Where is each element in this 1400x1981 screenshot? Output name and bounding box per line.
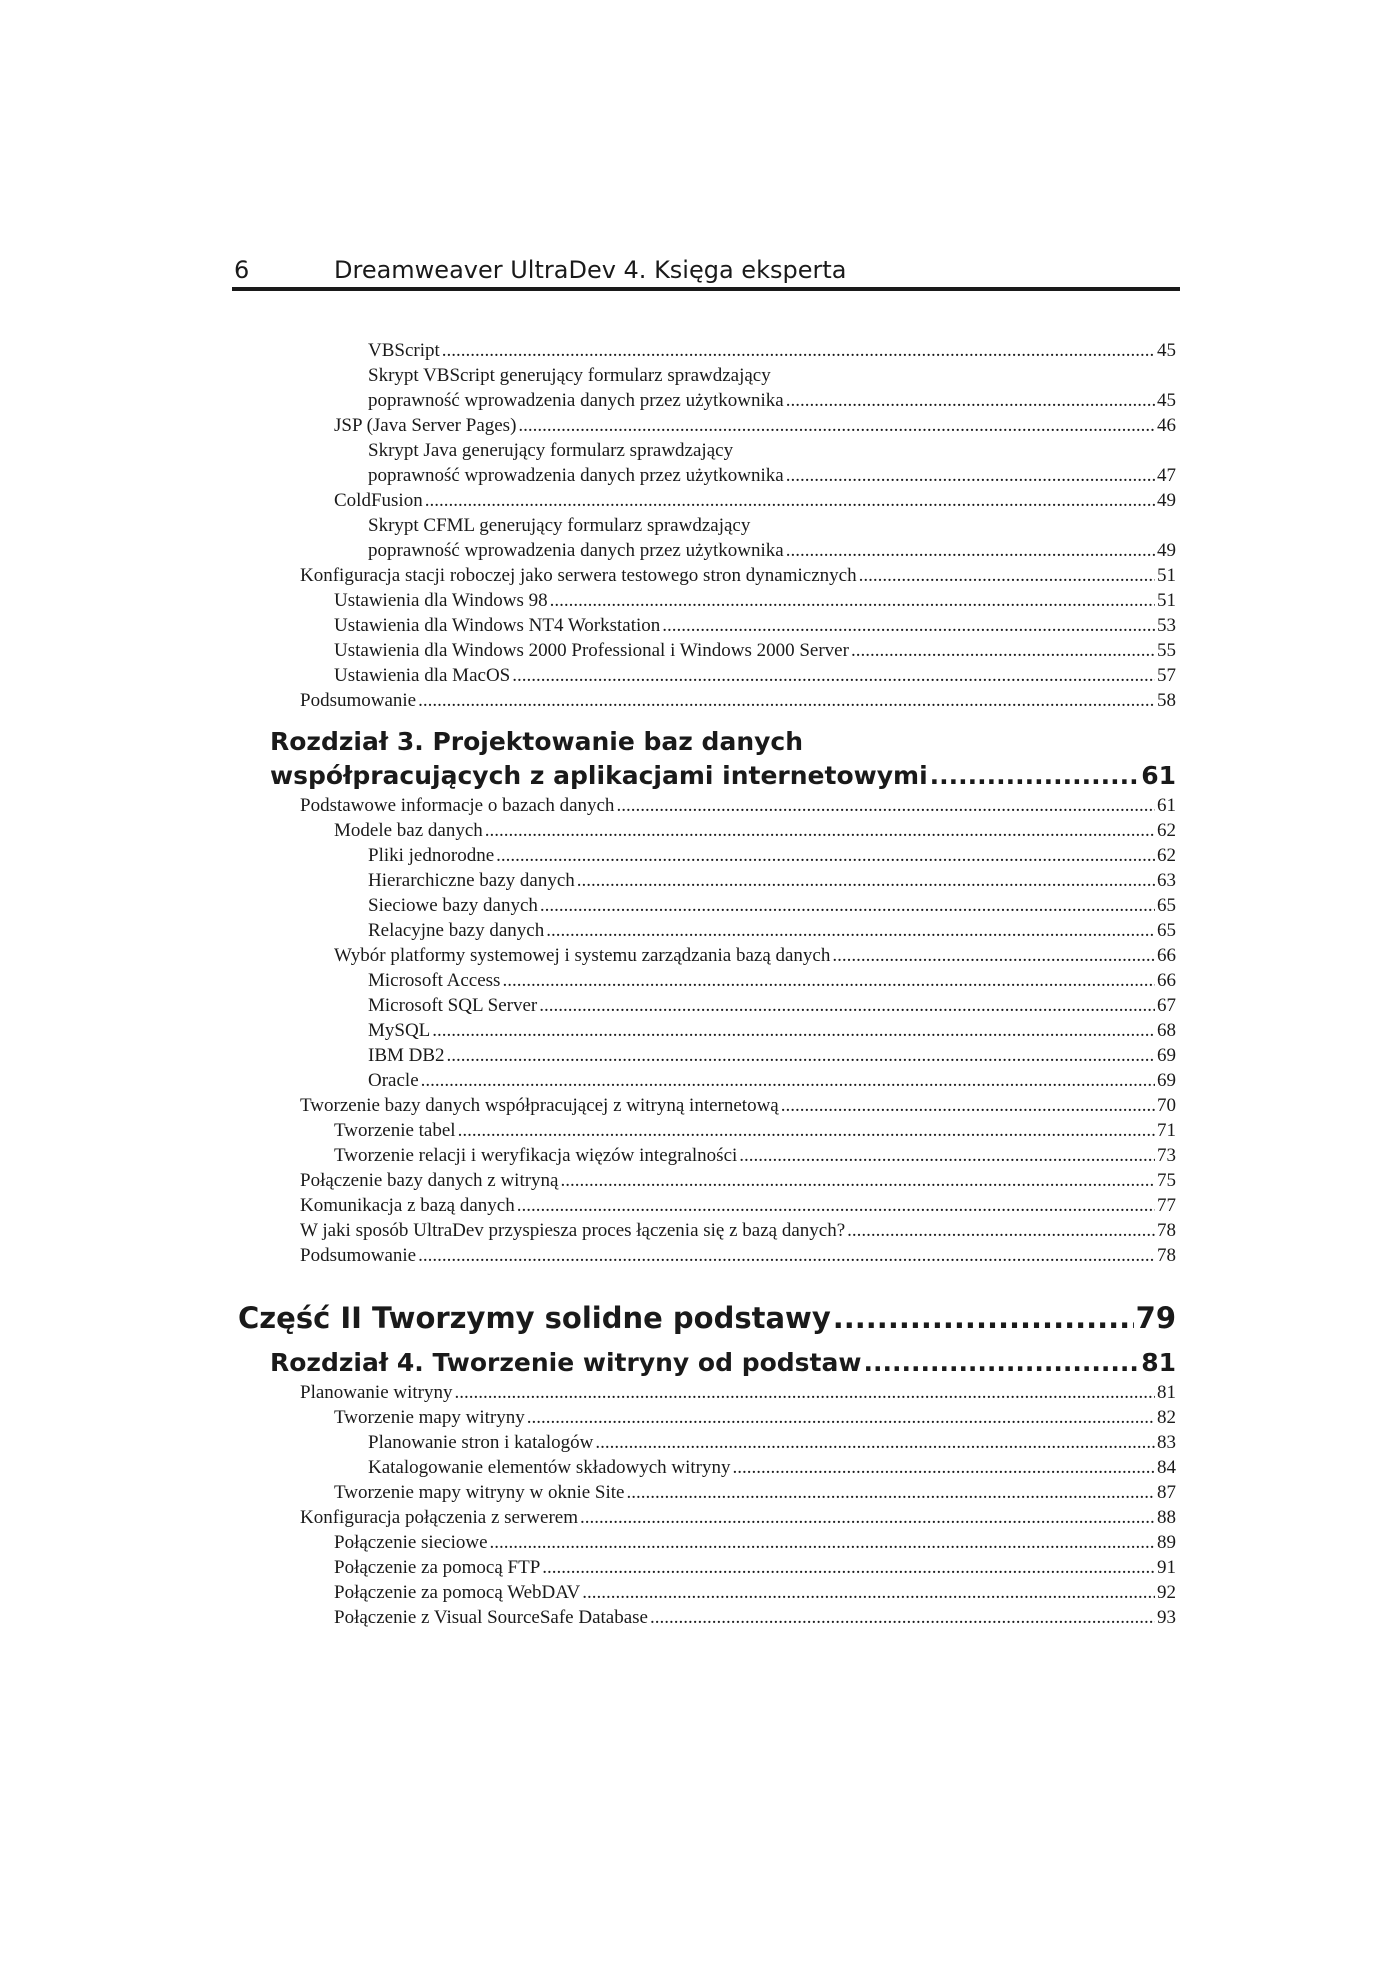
toc-entry: [300, 1530, 1176, 1555]
toc-entry-title: Skrypt Java generujący formularz sprawdzający: [368, 440, 734, 461]
toc-entry: [300, 1405, 1176, 1430]
dot-leader: [502, 968, 1155, 993]
toc-entry-title: Konfiguracja połączenia z serwerem: [300, 1507, 578, 1528]
toc-entry: [300, 338, 1176, 363]
toc-entry: [300, 1093, 1176, 1118]
toc-page-number: 69: [1157, 1045, 1176, 1066]
dot-leader: [485, 818, 1155, 843]
toc-page-number: 65: [1157, 895, 1176, 916]
dot-leader: [580, 1505, 1155, 1530]
toc-page-number: 46: [1157, 415, 1176, 436]
toc-entry: [300, 793, 1176, 818]
toc-page-number: 87: [1157, 1482, 1176, 1503]
toc-entry-title: poprawność wprowadzenia danych przez użytkownika: [368, 540, 784, 561]
toc-entry-title: Skrypt CFML generujący formularz sprawdzający: [368, 515, 751, 536]
chapter-title-line1: Rozdział 3. Projektowanie baz danych: [270, 727, 804, 756]
toc-entry-title: Ustawienia dla Windows NT4 Workstation: [334, 615, 661, 636]
dot-leader: [517, 1193, 1155, 1218]
toc-page-number: 70: [1157, 1095, 1176, 1116]
toc-entry: [300, 993, 1176, 1018]
toc-entry-title: Podsumowanie: [300, 690, 417, 711]
toc-page-number: 71: [1157, 1120, 1176, 1141]
toc-entry-title: Ustawienia dla Windows 2000 Professional i Windows 2000 Server: [334, 640, 849, 661]
toc-entry-title: Połączenie z Visual SourceSafe Database: [334, 1607, 648, 1628]
dot-leader: [527, 1405, 1155, 1430]
toc-page-number: 91: [1157, 1557, 1176, 1578]
toc-entry-title: Połączenie za pomocą WebDAV: [334, 1582, 581, 1603]
dot-leader: [421, 1068, 1155, 1093]
toc-part-2: [238, 1298, 1176, 1338]
toc-entry-title: Wybór platformy systemowej i systemu zarządzania bazą danych: [334, 945, 831, 966]
chapter-title-line2: współpracujących z aplikacjami internetowymi: [270, 761, 928, 790]
dot-leader: [418, 1243, 1155, 1268]
dot-leader: [863, 1346, 1139, 1380]
toc-entry: [300, 1505, 1176, 1530]
toc-entry-title: Podsumowanie: [300, 1245, 417, 1266]
toc-page-number: 45: [1157, 340, 1176, 361]
dot-leader: [432, 1018, 1155, 1043]
toc-page-number: 62: [1157, 845, 1176, 866]
dot-leader: [518, 413, 1155, 438]
toc-entry: [300, 1168, 1176, 1193]
toc-entry-title: Planowanie witryny: [300, 1382, 453, 1403]
toc-entry: [300, 1430, 1176, 1455]
dot-leader: [786, 388, 1155, 413]
toc-entry: [300, 1243, 1176, 1268]
toc-entry: [300, 1043, 1176, 1068]
toc-entry-title: Microsoft Access: [368, 970, 501, 991]
chapter-page-number: 81: [1141, 1348, 1176, 1377]
dot-leader: [447, 1043, 1155, 1068]
dot-leader: [577, 868, 1155, 893]
toc-block-chapter4: [300, 1380, 1176, 1630]
toc-entry-title: Skrypt VBScript generujący formularz sprawdzający: [368, 365, 771, 386]
toc-page-number: 73: [1157, 1145, 1176, 1166]
toc-page-number: 45: [1157, 390, 1176, 411]
toc-page-number: 84: [1157, 1457, 1176, 1478]
dot-leader: [859, 563, 1155, 588]
dot-leader: [732, 1455, 1155, 1480]
toc-entry: [300, 538, 1176, 563]
toc-entry: [300, 1018, 1176, 1043]
chapter-title: Rozdział 4. Tworzenie witryny od podstaw: [270, 1348, 862, 1377]
toc-entry-title: Oracle: [368, 1070, 419, 1091]
toc-entry: [300, 388, 1176, 413]
toc-entry-title: Połączenie za pomocą FTP: [334, 1557, 541, 1578]
dot-leader: [616, 793, 1155, 818]
toc-page-number: 63: [1157, 870, 1176, 891]
toc-entry: [300, 818, 1176, 843]
toc-entry-title: Hierarchiczne bazy danych: [368, 870, 575, 891]
toc-page-number: 51: [1157, 590, 1176, 611]
toc-entry-title: Tworzenie bazy danych współpracującej z witryną internetową: [300, 1095, 779, 1116]
header-book-title: Dreamweaver UltraDev 4. Księga eksperta: [334, 256, 847, 284]
dot-leader: [512, 663, 1155, 688]
toc-page-number: 77: [1157, 1195, 1176, 1216]
toc-entry-title: Podstawowe informacje o bazach danych: [300, 795, 615, 816]
toc-entry: [300, 1480, 1176, 1505]
dot-leader: [833, 1298, 1134, 1338]
toc-entry-title: VBScript: [368, 340, 440, 361]
toc-page-number: 53: [1157, 615, 1176, 636]
toc-entry: [270, 759, 1176, 793]
toc-entry-title: poprawność wprowadzenia danych przez użytkownika: [368, 465, 784, 486]
toc-page-number: 88: [1157, 1507, 1176, 1528]
dot-leader: [930, 759, 1140, 793]
dot-leader: [781, 1093, 1155, 1118]
toc-entry-title: Połączenie bazy danych z witryną: [300, 1170, 559, 1191]
dot-leader: [786, 538, 1155, 563]
dot-leader: [490, 1530, 1155, 1555]
toc-entry: [300, 868, 1176, 893]
toc-entry: [300, 1580, 1176, 1605]
toc-entry: [300, 563, 1176, 588]
dot-leader: [582, 1580, 1155, 1605]
toc-entry: [300, 613, 1176, 638]
dot-leader: [561, 1168, 1156, 1193]
toc-entry-title: IBM DB2: [368, 1045, 445, 1066]
dot-leader: [496, 843, 1155, 868]
toc-entry-title: Komunikacja z bazą danych: [300, 1195, 515, 1216]
toc-entry-title: Tworzenie mapy witryny w oknie Site: [334, 1482, 625, 1503]
toc-entry-title: Ustawienia dla Windows 98: [334, 590, 548, 611]
toc-entry: [300, 1143, 1176, 1168]
toc-page-number: 81: [1157, 1382, 1176, 1403]
toc-entry-title: ColdFusion: [334, 490, 423, 511]
toc-entry-title: Tworzenie tabel: [334, 1120, 456, 1141]
toc-entry: [238, 1298, 1176, 1338]
part-page-number: 79: [1135, 1301, 1176, 1335]
toc-entry: [300, 638, 1176, 663]
toc-page-number: 66: [1157, 970, 1176, 991]
dot-leader: [650, 1605, 1155, 1630]
toc-entry: [300, 488, 1176, 513]
toc-page-number: 93: [1157, 1607, 1176, 1628]
dot-leader: [540, 893, 1155, 918]
toc-entry: [300, 413, 1176, 438]
dot-leader: [786, 463, 1155, 488]
toc-entry-title: Katalogowanie elementów składowych witryny: [368, 1457, 731, 1478]
dot-leader: [595, 1430, 1155, 1455]
toc-entry: [300, 688, 1176, 713]
toc-entry: [300, 1068, 1176, 1093]
toc-entry: [300, 588, 1176, 613]
toc-entry: [300, 893, 1176, 918]
toc-entry: [300, 1455, 1176, 1480]
toc-page-number: 83: [1157, 1432, 1176, 1453]
toc-entry-title: Planowanie stron i katalogów: [368, 1432, 594, 1453]
dot-leader: [458, 1118, 1155, 1143]
toc-entry: [300, 1218, 1176, 1243]
toc-page-number: 92: [1157, 1582, 1176, 1603]
toc-entry-title: Konfiguracja stacji roboczej jako serwera testowego stron dynamicznych: [300, 565, 857, 586]
toc-entry-title: Modele baz danych: [334, 820, 483, 841]
toc-page-number: 75: [1157, 1170, 1176, 1191]
toc-entry-title: MySQL: [368, 1020, 431, 1041]
chapter-page-number: 61: [1141, 761, 1176, 790]
toc-entry-title: Ustawienia dla MacOS: [334, 665, 511, 686]
toc-page-number: 66: [1157, 945, 1176, 966]
toc-page-number: 57: [1157, 665, 1176, 686]
toc-entry: [300, 843, 1176, 868]
toc-page-number: 61: [1157, 795, 1176, 816]
toc-entry-title: Sieciowe bazy danych: [368, 895, 538, 916]
toc-page-number: 58: [1157, 690, 1176, 711]
toc-page-number: 78: [1157, 1220, 1176, 1241]
toc-page-number: 62: [1157, 820, 1176, 841]
toc-entry-title: JSP (Java Server Pages): [334, 415, 517, 436]
toc-entry-title: Tworzenie relacji i weryfikacja więzów integralności: [334, 1145, 738, 1166]
dot-leader: [847, 1218, 1155, 1243]
toc-page-number: 51: [1157, 565, 1176, 586]
toc-page-number: 47: [1157, 465, 1176, 486]
dot-leader: [425, 488, 1155, 513]
toc-entry: [300, 943, 1176, 968]
dot-leader: [832, 943, 1155, 968]
dot-leader: [626, 1480, 1155, 1505]
toc-page-number: 67: [1157, 995, 1176, 1016]
dot-leader: [539, 993, 1155, 1018]
toc-page-number: 69: [1157, 1070, 1176, 1091]
dot-leader: [418, 688, 1155, 713]
toc-page-number: 49: [1157, 490, 1176, 511]
toc-entry-title: Relacyjne bazy danych: [368, 920, 545, 941]
dot-leader: [550, 588, 1155, 613]
dot-leader: [662, 613, 1155, 638]
toc-entry: [300, 1605, 1176, 1630]
toc-chapter-4: [270, 1346, 1176, 1380]
toc-entry-title: poprawność wprowadzenia danych przez użytkownika: [368, 390, 784, 411]
toc-entry: [300, 918, 1176, 943]
header-page-number: 6: [234, 256, 250, 284]
toc-entry: [300, 1193, 1176, 1218]
running-header: [232, 252, 1180, 288]
toc-block-chapter2-tail: [300, 338, 1176, 713]
toc-page-number: 78: [1157, 1245, 1176, 1266]
toc-page-number: 89: [1157, 1532, 1176, 1553]
toc-entry: [270, 1346, 1176, 1380]
toc-entry-title: Pliki jednorodne: [368, 845, 495, 866]
toc-block-chapter3: [300, 793, 1176, 1268]
part-title: Część II Tworzymy solidne podstawy: [238, 1301, 831, 1335]
toc-entry: [300, 1555, 1176, 1580]
toc-chapter-3: [270, 725, 1176, 793]
toc-entry: [300, 463, 1176, 488]
toc-entry-title: Połączenie sieciowe: [334, 1532, 488, 1553]
dot-leader: [455, 1380, 1155, 1405]
toc-entry: [300, 968, 1176, 993]
table-of-contents: [238, 338, 1176, 1630]
toc-page-number: 65: [1157, 920, 1176, 941]
header-rule: [232, 287, 1180, 291]
toc-page-number: 82: [1157, 1407, 1176, 1428]
toc-page-number: 68: [1157, 1020, 1176, 1041]
dot-leader: [546, 918, 1155, 943]
dot-leader: [851, 638, 1155, 663]
toc-page-number: 49: [1157, 540, 1176, 561]
dot-leader: [739, 1143, 1155, 1168]
toc-page-number: 55: [1157, 640, 1176, 661]
dot-leader: [542, 1555, 1155, 1580]
toc-entry-title: Tworzenie mapy witryny: [334, 1407, 525, 1428]
toc-entry: [300, 663, 1176, 688]
toc-entry: [300, 1118, 1176, 1143]
dot-leader: [442, 338, 1155, 363]
toc-entry-title: Microsoft SQL Server: [368, 995, 538, 1016]
toc-entry-title: W jaki sposób UltraDev przyspiesza proces łączenia się z bazą danych?: [300, 1220, 846, 1241]
toc-entry: [300, 1380, 1176, 1405]
